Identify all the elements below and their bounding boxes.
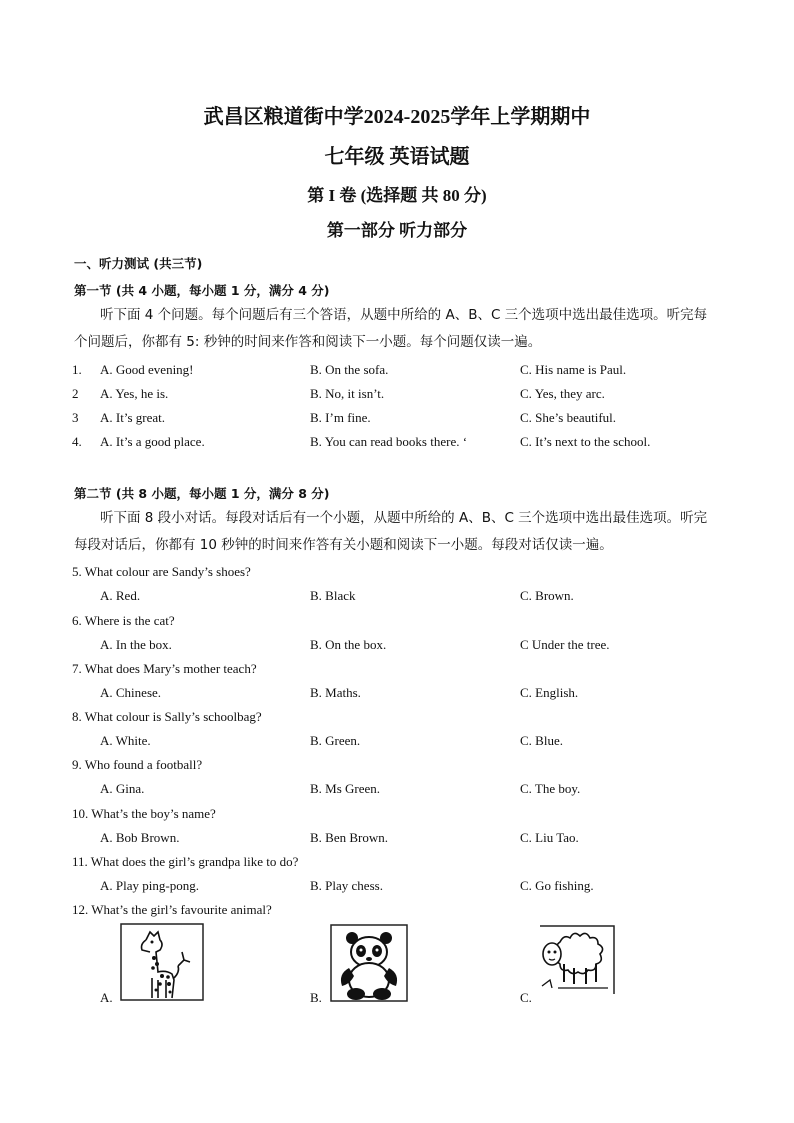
question-row: [0, 410, 794, 430]
options-row: [0, 588, 794, 608]
question-row: [0, 362, 794, 382]
section1-heading: 第一节 (共 4 小题，每小题 1 分，满分 4 分): [74, 283, 330, 298]
option-a[interactable]: A. Yes, he is.: [100, 386, 169, 401]
section2-instruction-line1: 听下面 8 段小对话。每段对话后有一个小题，从题中所给的 A、B、C 三个选项中选出最佳选项。听完: [100, 510, 708, 526]
section2-heading: 第二节 (共 8 小题，每小题 1 分，满分 8 分): [74, 486, 330, 501]
option-c[interactable]: C. The boy.: [520, 781, 581, 796]
options-row: [0, 637, 794, 657]
volume-title: 第 I 卷 (选择题 共 80 分): [307, 186, 487, 205]
option-a[interactable]: A. Gina.: [100, 781, 145, 796]
option-c[interactable]: C. Brown.: [520, 588, 574, 603]
panda-icon[interactable]: [330, 924, 408, 1002]
section2-instructions: [74, 505, 724, 559]
option-c[interactable]: C. English.: [520, 685, 579, 700]
option-b[interactable]: B. Green.: [310, 733, 361, 748]
option-c[interactable]: C. Liu Tao.: [520, 830, 579, 845]
question-prompt: 12. What’s the girl’s favourite animal?: [72, 902, 272, 917]
option-b[interactable]: B. Ms Green.: [310, 781, 381, 796]
option-a[interactable]: A. It’s a good place.: [100, 434, 205, 449]
part-title: 第一部分 听力部分: [326, 221, 468, 240]
question-number: 2: [72, 386, 79, 401]
option-b[interactable]: B. Maths.: [310, 685, 361, 700]
section2-instruction-line2: 每段对话后，你都有 10 秒钟的时间来作答有关小题和阅读下一小题。每段对话仅读一遍。: [74, 537, 613, 553]
question-prompt: 10. What’s the boy’s name?: [72, 806, 216, 821]
option-c[interactable]: C. Blue.: [520, 733, 563, 748]
option-b[interactable]: B. On the box.: [310, 637, 387, 652]
grade-title: 七年级 英语试题: [324, 146, 470, 168]
options-row: [0, 685, 794, 705]
option-b[interactable]: B. No, it isn’t.: [310, 386, 385, 401]
listening-heading: 一、听力测试 (共三节): [74, 256, 203, 271]
options-row: [0, 830, 794, 850]
question-row: [0, 386, 794, 406]
question-number: 1.: [72, 362, 82, 377]
option-b[interactable]: B. I’m fine.: [310, 410, 371, 425]
options-row: [0, 781, 794, 801]
question-prompt: 11. What does the girl’s grandpa like to do?: [72, 854, 299, 869]
school-title: 武昌区粮道街中学2024-2025学年上学期期中: [203, 106, 591, 128]
option-c[interactable]: C. She’s beautiful.: [520, 410, 617, 425]
question-number: 3: [72, 410, 79, 425]
option-b[interactable]: B. Ben Brown.: [310, 830, 388, 845]
option-a[interactable]: A. It’s great.: [100, 410, 165, 425]
option-a[interactable]: A. White.: [100, 733, 151, 748]
question-prompt: 6. Where is the cat?: [72, 613, 175, 628]
giraffe-icon[interactable]: [120, 922, 204, 1002]
option-c[interactable]: C. It’s next to the school.: [520, 434, 651, 449]
option-b[interactable]: B.: [310, 990, 322, 1005]
option-a[interactable]: A. Good evening!: [100, 362, 194, 377]
option-c[interactable]: C. Go fishing.: [520, 878, 594, 893]
question-row: [0, 434, 794, 454]
option-a[interactable]: A.: [100, 990, 113, 1005]
option-a[interactable]: A. Bob Brown.: [100, 830, 180, 845]
question-prompt: 7. What does Mary’s mother teach?: [72, 661, 257, 676]
option-b[interactable]: B. You can read books there. ‘: [310, 434, 468, 449]
option-a[interactable]: A. Red.: [100, 588, 141, 603]
option-a[interactable]: A. Chinese.: [100, 685, 162, 700]
question-prompt: 8. What colour is Sally’s schoolbag?: [72, 709, 262, 724]
option-a[interactable]: A. In the box.: [100, 637, 172, 652]
options-row: [0, 878, 794, 898]
section1-instructions: [74, 302, 724, 356]
option-c[interactable]: C. His name is Paul.: [520, 362, 627, 377]
options-row: [0, 733, 794, 753]
option-a[interactable]: A. Play ping-pong.: [100, 878, 199, 893]
section1-instruction-line1: 听下面 4 个问题。每个问题后有三个答语，从题中所给的 A、B、C 三个选项中选出最佳选项。听完每: [100, 307, 708, 323]
option-b[interactable]: B. On the sofa.: [310, 362, 389, 377]
option-b[interactable]: B. Black: [310, 588, 356, 603]
option-c[interactable]: C. Yes, they arc.: [520, 386, 605, 401]
question-number: 4.: [72, 434, 82, 449]
question-prompt: 9. Who found a football?: [72, 757, 203, 772]
option-c[interactable]: C Under the tree.: [520, 637, 610, 652]
option-c[interactable]: C.: [520, 990, 532, 1005]
question-prompt: 5. What colour are Sandy’s shoes?: [72, 564, 251, 579]
section1-instruction-line2: 个问题后，你都有 5: 秒钟的时间来作答和阅读下一小题。每个问题仅读一遍。: [74, 334, 542, 350]
sheep-icon[interactable]: [538, 924, 616, 996]
option-b[interactable]: B. Play chess.: [310, 878, 383, 893]
